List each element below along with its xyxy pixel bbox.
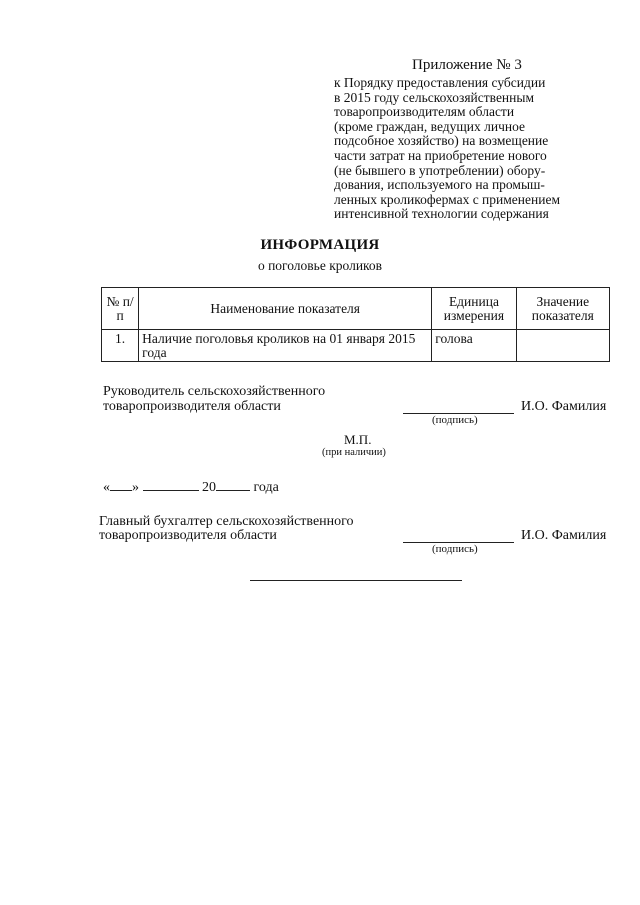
date-month-blank[interactable] (143, 478, 199, 491)
date-year-prefix: 20 (202, 480, 216, 495)
appendix-line: части затрат на приобретение нового (334, 147, 547, 163)
stamp-label: М.П. (344, 432, 372, 447)
appendix-line: подсобное хозяйство) на возмещение (334, 133, 549, 149)
date-open-quote: « (103, 480, 110, 495)
row-number: 1. (102, 330, 139, 362)
appendix-line: в 2015 году сельскохозяйственным (334, 89, 534, 105)
header-number: № п/п (102, 288, 139, 330)
header-indicator-name: Наименование показателя (139, 288, 432, 330)
date-day-blank[interactable] (110, 478, 132, 491)
appendix-line: (кроме граждан, ведущих личное (334, 118, 526, 134)
row-indicator-name: Наличие поголовья кроликов на 01 января 2015 года (139, 330, 432, 362)
accountant-signature-caption: (подпись) (432, 543, 478, 555)
header-unit: Единица измерения (432, 288, 516, 330)
appendix-description (334, 76, 634, 222)
head-signature-caption: (подпись) (432, 414, 478, 426)
bottom-divider (250, 580, 462, 581)
document-subtitle: о поголовье кроликов (257, 258, 383, 273)
header-value: Значение показателя (516, 288, 609, 330)
table-header-row (102, 288, 610, 330)
appendix-line: интенсивной технологии содержания (334, 206, 549, 222)
appendix-title: Приложение № 3 (412, 57, 522, 73)
document-title: ИНФОРМАЦИЯ (260, 237, 380, 253)
accountant-name: И.О. Фамилия (521, 528, 607, 543)
date-line (103, 478, 279, 496)
head-title-line1: Руководитель сельскохозяйственного (103, 384, 326, 399)
date-close-quote: » (132, 480, 139, 495)
row-value-cell[interactable] (516, 330, 609, 362)
date-year-blank[interactable] (216, 478, 250, 491)
appendix-line: к Порядку предоставления субсидии (334, 75, 546, 90)
accountant-title-line2: товаропроизводителя области (99, 528, 277, 543)
appendix-line: (не бывшего в употреблении) обору- (334, 162, 546, 178)
accountant-title-line1: Главный бухгалтер сельскохозяйственного (99, 514, 354, 529)
appendix-line: дования, используемого на промыш- (334, 177, 545, 193)
appendix-line: товаропроизводителям области (334, 104, 515, 120)
livestock-table (101, 287, 610, 362)
head-title-line2: товаропроизводителя области (103, 399, 281, 414)
row-unit: голова (432, 330, 516, 362)
head-name: И.О. Фамилия (521, 399, 607, 414)
stamp-caption: (при наличии) (322, 447, 386, 458)
appendix-line: ленных кроликофермах с применением (334, 191, 560, 207)
table-row (102, 330, 610, 362)
date-year-suffix: года (253, 480, 279, 495)
